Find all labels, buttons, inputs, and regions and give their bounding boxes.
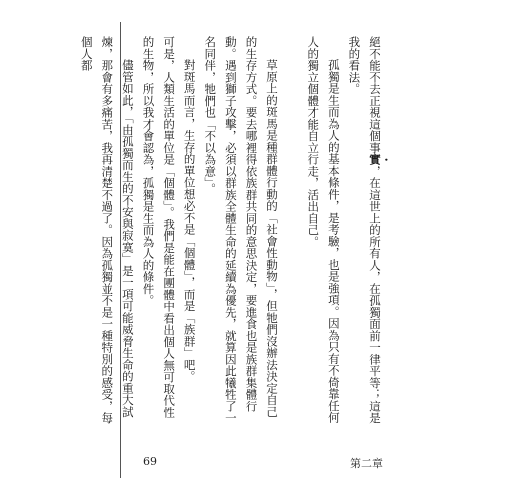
text-segment: 對斑馬而言，生存的單位想必不是「個體」，而是「族群」吧。 — [182, 59, 197, 383]
paragraph-5 — [138, 36, 179, 426]
text-segment: 絕不能不去正視這個事 — [368, 36, 382, 154]
text-segment: 孤獨是生而為人的基本條件，是考驗，也是強項。因為只有不倚靠任何人的獨立個體才能自立行走，活出自己。 — [306, 36, 341, 424]
emphasized-text: 實 — [368, 153, 382, 166]
text-segment: ，在這世上的所有人，在孤獨面前一律平等；這是我的看法。 — [347, 36, 382, 424]
paragraph-1 — [344, 36, 389, 426]
text-segment: 可是，人類生活的單位是「個體」。我們是能在團體中看出個人無可取代性的生物，所以我才會認為，孤獨是生而為人的條件。 — [141, 36, 177, 418]
text-segment: 草原上的斑馬是種群體行動的「社會性動物」，但牠們沒辦法決定自己的生存方式。要去哪裡得依族群共同的意思決定，要進食也是族群集體行動。遇到獅子攻擊，必須以群族全體生命的延續為優先，就算因此犧牲了一名同伴，牠們也「不以為意」。 — [203, 36, 280, 424]
vertical-text-body — [76, 36, 389, 426]
paragraph-6 — [76, 36, 138, 426]
page-number: 69 — [143, 455, 157, 468]
paragraph-4 — [179, 36, 200, 426]
paragraph-2 — [303, 36, 344, 426]
paragraph-3 — [200, 36, 282, 426]
chapter-label: 第二章 — [350, 457, 383, 470]
book-page — [79, 22, 395, 478]
text-segment: 儘管如此，「由孤獨而生的不安與寂寞」是一項可能威脅生命的重大試煉，那會有多痛苦，我再清楚不過了。因為孤獨並不是一種特別的感受，每個人都 — [79, 36, 135, 424]
